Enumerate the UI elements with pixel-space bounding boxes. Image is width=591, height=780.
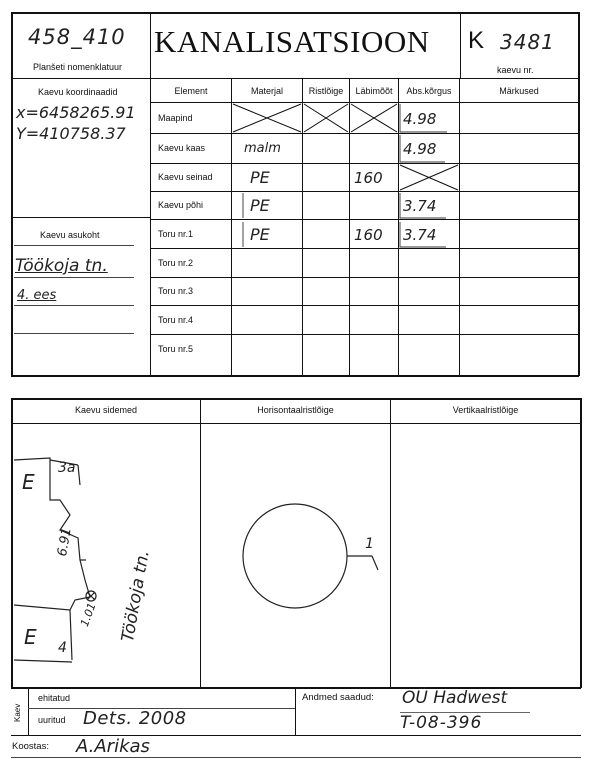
col-header-ristloige: Ristlõige: [308, 86, 344, 96]
diameter-value: 160: [354, 226, 383, 244]
sheet-number: 458_410: [28, 25, 126, 49]
sketch-header-vertical: Vertikaalristlõige: [452, 405, 519, 415]
location-label: Kaevu asukoht: [40, 230, 100, 240]
abs-value: 4.98: [403, 110, 437, 128]
distance-label: 1.01: [78, 600, 99, 629]
col-header-materjal: Materjal: [250, 86, 283, 96]
material-value: PE: [250, 168, 270, 187]
abs-value: 3.74: [403, 226, 437, 244]
uuritud-value: Dets. 2008: [83, 708, 187, 729]
location-note: 4. ees: [17, 288, 57, 303]
building-number-bottom: 4: [58, 640, 67, 656]
row-label: Kaevu põhi: [158, 200, 204, 210]
material-value: malm: [244, 141, 281, 156]
street-label: Töökoja tn.: [118, 548, 154, 644]
abs-value: 4.98: [403, 140, 437, 158]
building-label-top: E: [22, 470, 35, 494]
row-label: Toru nr.5: [158, 344, 194, 354]
row-label: Toru nr.2: [158, 258, 194, 268]
pipe-number-label: 1: [365, 536, 374, 552]
row-label: Kaevu seinad: [158, 172, 213, 182]
material-value: PE: [250, 196, 270, 215]
col-header-abs: Abs.kõrgus: [406, 86, 452, 96]
row-label: Maapind: [158, 113, 193, 123]
ehitatud-label: ehitatud: [38, 693, 71, 703]
diameter-value: 160: [354, 169, 383, 187]
coordinate-x: x=6458265.91: [16, 103, 136, 122]
distance-label: 6.91: [55, 526, 75, 558]
uuritud-label: uuritud: [38, 715, 66, 725]
andmed-value-code: T-08-396: [400, 713, 483, 733]
coordinates-label: Kaevu koordinaadid: [38, 87, 118, 97]
kaev-label: Kaev: [13, 703, 22, 722]
col-header-element: Element: [174, 86, 208, 96]
well-prefix: K: [468, 27, 485, 54]
building-number-top: 3a: [58, 460, 76, 476]
row-label: Toru nr.1: [158, 229, 194, 239]
andmed-value-company: OÜ Hadwest: [402, 688, 508, 708]
well-label: kaevu nr.: [497, 65, 534, 75]
row-label: Toru nr.3: [158, 286, 194, 296]
well-number: 3481: [500, 30, 555, 54]
sketch-header-connections: Kaevu sidemed: [74, 405, 138, 415]
row-label: Toru nr.4: [158, 315, 194, 325]
row-label: Kaevu kaas: [158, 143, 206, 153]
col-header-markused: Märkused: [499, 86, 539, 96]
sketch-header-horizontal: Horisontaalristlõige: [257, 405, 334, 415]
andmed-label: Andmed saadud:: [302, 692, 374, 703]
koostas-label: Koostas:: [12, 741, 49, 752]
page-title: KANALISATSIOON: [154, 24, 430, 59]
sheet-label: Planšeti nomenklatuur: [33, 62, 123, 72]
col-header-labimoot: Läbimõõt: [355, 86, 393, 96]
location-street: Töökoja tn.: [15, 256, 108, 276]
coordinate-y: Y=410758.37: [16, 124, 126, 143]
koostas-value: A.Arikas: [76, 736, 150, 757]
building-label-bottom: E: [24, 625, 37, 649]
abs-value: 3.74: [403, 197, 437, 215]
material-value: PE: [250, 225, 270, 244]
